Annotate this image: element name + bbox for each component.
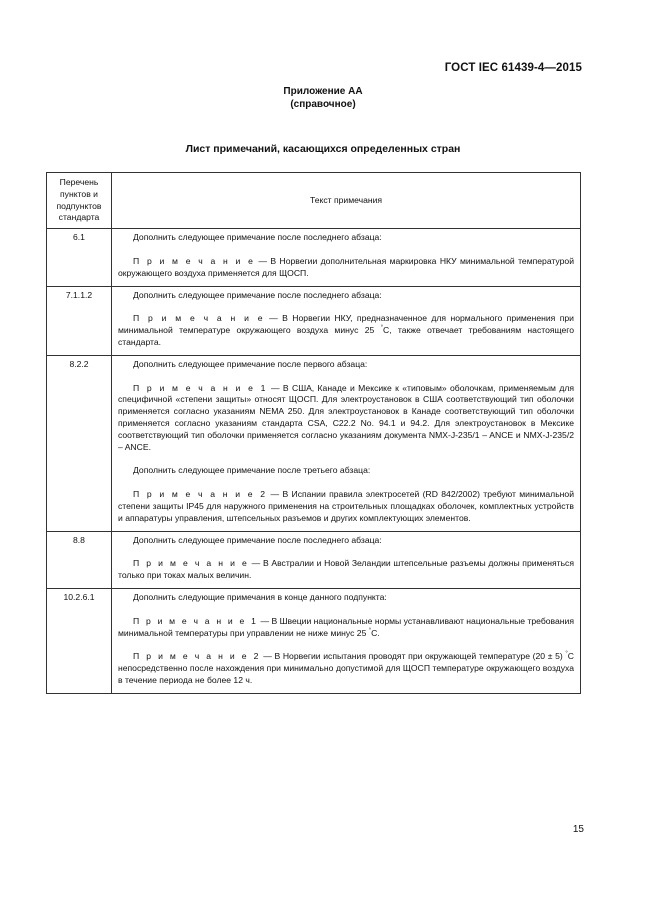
column-header-clauses: Перечень пунктов и подпунктов стандарта — [47, 173, 112, 229]
clause-number: 10.2.6.1 — [47, 588, 112, 693]
note-label: П р и м е ч а н и е 2 — [133, 651, 261, 662]
note-body-end: С, также отвечает требованиям настоящего стандарта. — [118, 325, 574, 347]
table-row — [47, 531, 581, 588]
document-standard-header: ГОСТ IEC 61439-4—2015 — [444, 62, 582, 74]
degree-sign: ° — [368, 627, 372, 634]
table-header-row — [47, 173, 581, 229]
note-text-cell — [112, 588, 581, 693]
note-paragraph — [118, 313, 574, 348]
column-header-note-text: Текст примечания — [112, 173, 581, 229]
note-body-end: С. — [371, 627, 380, 638]
table-row — [47, 355, 581, 531]
note-label: П р и м е ч а н и е 1 — [133, 615, 259, 626]
note-paragraph — [118, 256, 574, 280]
clause-number: 6.1 — [47, 229, 112, 286]
note-paragraph — [118, 616, 574, 640]
annex-heading — [0, 85, 646, 111]
notes-table — [46, 172, 581, 694]
clause-number: 8.8 — [47, 531, 112, 588]
table-row — [47, 229, 581, 286]
note-body: — В США, Канаде и Мексике к «типовым» оболочкам, применяемым для специфичной «степени защиты» относят ЩОСП. Для электроустановок в США соответствующий тип оболочки применяется согласно указаниям NEMA 250. Для электроустановок в Канаде соответствующий тип оболочки применяется согласно указаниям стандарта CSA, C22.2 No. 94.1 и 94.2. Для электроустановок в Мексике соответствующий тип оболочки применяется согласно указаниям документа NMX-J-235/1 – ANCE и NMX-J-235/2 – ANCE. — [118, 382, 574, 452]
note-body: — В Норвегии НКУ, предназначенное для нормального применения при минимальной температуре окружающего воздуха минус 25 — [118, 313, 574, 336]
note-label: П р и м е ч а н и е 1 — [133, 382, 268, 393]
degree-sign: ° — [380, 325, 383, 332]
note-body: — В Австралии и Новой Зеландии штепсельные разъемы должны применяться только при токах малых величин. — [118, 558, 574, 581]
clause-number: 7.1.1.2 — [47, 286, 112, 355]
note-body: — В Норвегии испытания проводят при окружающей температуре (20 ± 5) — [260, 651, 566, 662]
page-title: Лист примечаний, касающихся определенных стран — [185, 143, 461, 155]
note-paragraph — [118, 651, 574, 686]
note-text-cell — [112, 355, 581, 531]
degree-sign: ° — [565, 651, 568, 658]
instruction-text: Дополнить следующее примечание после первого абзаца: — [133, 358, 368, 369]
note-label: П р и м е ч а н и е — [133, 255, 256, 266]
note-body: — В Испании правила электросетей (RD 842/2002) требуют минимальной степени защиты IP45 для наружного применения на строительных площадках оболочек, комплектных устройств и аппаратуры управления, штепсельных разъемов и других комплектующих элементов. — [118, 489, 574, 523]
instruction-text: Дополнить следующее примечание после последнего абзаца: — [133, 534, 382, 545]
note-paragraph — [118, 383, 574, 454]
note-body: — В Норвегии дополнительная маркировка НКУ минимальной температурой окружающего воздуха применяется для ЩОСП. — [118, 255, 574, 278]
instruction-text: Дополнить следующее примечание после последнего абзаца: — [133, 289, 382, 300]
table-row — [47, 588, 581, 693]
annex-type: (справочное) — [290, 99, 356, 110]
instruction-text: Дополнить следующее примечание после третьего абзаца: — [133, 465, 371, 476]
instruction-text: Дополнить следующие примечания в конце данного подпункта: — [133, 591, 387, 602]
page-number: 15 — [572, 824, 584, 835]
instruction-text: Дополнить следующее примечание после последнего абзаца: — [133, 232, 382, 243]
note-text-cell — [112, 286, 581, 355]
note-label: П р и м е ч а н и е — [133, 313, 265, 324]
note-body-end: С непосредственно после нахождения при минимально допустимой для ЩОСП температуре окружающего воздуха в течение периода не более 12 ч. — [118, 651, 574, 685]
note-text-cell — [112, 229, 581, 286]
note-label: П р и м е ч а н и е 2 — [133, 489, 268, 500]
annex-label: Приложение АА — [283, 86, 363, 97]
table-row — [47, 286, 581, 355]
note-text-cell — [112, 531, 581, 588]
note-label: П р и м е ч а н и е — [133, 558, 249, 569]
note-paragraph — [118, 489, 574, 524]
note-body: — В Швеции национальные нормы устанавливают национальные требования минимальной температуры при управлении не ниже минус 25 — [118, 615, 574, 638]
clause-number: 8.2.2 — [47, 355, 112, 531]
note-paragraph — [118, 558, 574, 582]
